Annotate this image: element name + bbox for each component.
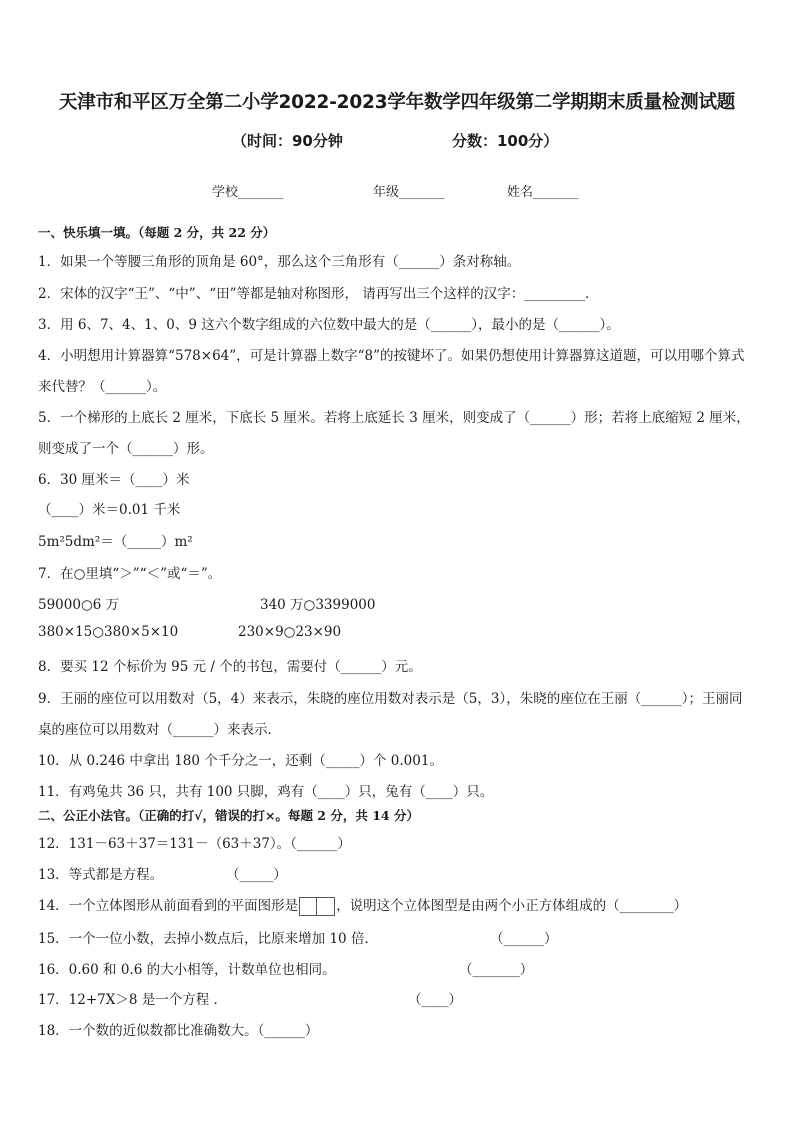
question-8: 8．要买 12 个标价为 95 元 / 个的书包，需要付（______）元。 — [38, 659, 422, 675]
question-5-line-2: 则变成了一个（______）形。 — [38, 441, 214, 457]
exam-score: 分数：100分） — [452, 132, 559, 150]
section-heading-2: 二、公正小法官。（正确的打√，错误的打×。每题 2 分，共 14 分） — [38, 808, 419, 823]
question-9-line-1: 9．王丽的座位可以用数对（5，4）来表示，朱晓的座位用数对表示是（5，3），朱晓的座位在王丽（______）；王丽同 — [38, 691, 743, 707]
school-field[interactable]: 学校_______ — [212, 185, 284, 200]
question-17-blank: （____） — [408, 992, 462, 1008]
question-7-b: 340 万○3399000 — [260, 597, 376, 613]
question-14-text-after: ，说明这个立体图型是由两个小正方体组成的（________） — [336, 898, 688, 914]
question-6-b: （____）米＝0.01 千米 — [38, 502, 181, 518]
question-7-c: 380×15○380×5×10 — [38, 624, 179, 640]
two-squares-figure — [299, 897, 335, 916]
question-5-line-1: 5．一个梯形的上底长 2 厘米，下底长 5 厘米。若将上底延长 3 厘米，则变成了（______）形；若将上底缩短 2 厘米， — [38, 410, 750, 426]
question-10: 10．从 0.246 中拿出 180 个千分之一，还剩（_____）个 0.001。 — [38, 753, 443, 769]
name-field[interactable]: 姓名_______ — [507, 185, 579, 200]
question-9-line-2: 桌的座位可以用数对（______）来表示． — [38, 722, 281, 738]
question-12: 12．131－63＋37＝131－（63＋37）。（______） — [38, 836, 351, 852]
question-16: 16．0.60 和 0.6 的大小相等，计数单位也相同。 — [38, 962, 336, 978]
question-13: 13．等式都是方程。 — [38, 867, 164, 883]
question-18: 18．一个数的近似数都比准确数大。（______） — [38, 1023, 319, 1039]
question-7: 7．在○里填“＞”“＜”或“＝”。 — [38, 566, 222, 582]
question-11: 11．有鸡兔共 36 只，共有 100 只脚，鸡有（____）只，兔有（____）只。 — [38, 784, 494, 800]
question-7-d: 230×9○23×90 — [238, 624, 342, 640]
exam-time: （时间：90分钟 — [232, 132, 343, 150]
question-13-blank: （_____） — [226, 867, 287, 883]
question-6-c: 5m²5dm²＝（_____）m² — [38, 534, 193, 550]
section-heading-1: 一、快乐填一填。（每题 2 分，共 22 分） — [38, 225, 276, 240]
question-17: 17．12+7X＞8 是一个方程 ． — [38, 992, 228, 1008]
question-6-a: 6．30 厘米＝（____）米 — [38, 472, 190, 488]
grade-field[interactable]: 年级_______ — [373, 185, 445, 200]
question-4-line-1: 4．小明想用计算器算“578×64”，可是计算器上数字“8”的按键坏了。如果仍想使用计算器算这道题，可以用哪个算式 — [38, 348, 745, 364]
question-16-blank: （_______） — [459, 962, 534, 978]
question-1: 1．如果一个等腰三角形的顶角是 60°，那么这个三角形有（______）条对称轴。 — [38, 254, 521, 270]
question-7-a: 59000○6 万 — [38, 597, 120, 613]
question-15-blank: （______） — [490, 931, 558, 947]
question-4-line-2: 来代替？（______）。 — [38, 379, 167, 395]
question-3: 3．用 6、7、4、1、0、9 这六个数字组成的六位数中最大的是（______），最小的是（______）。 — [38, 317, 620, 333]
page-title: 天津市和平区万全第二小学2022-2023学年数学四年级第二学期期末质量检测试题 — [58, 92, 736, 113]
question-14-text-before: 14．一个立体图形从前面看到的平面图形是 — [38, 898, 299, 914]
question-2: 2．宋体的汉字“王”、“中”、“田”等都是轴对称图形， 请再写出三个这样的汉字：_________． — [38, 286, 599, 302]
question-15: 15．一个一位小数，去掉小数点后，比原来增加 10 倍． — [38, 931, 378, 947]
question-14 — [38, 894, 687, 916]
